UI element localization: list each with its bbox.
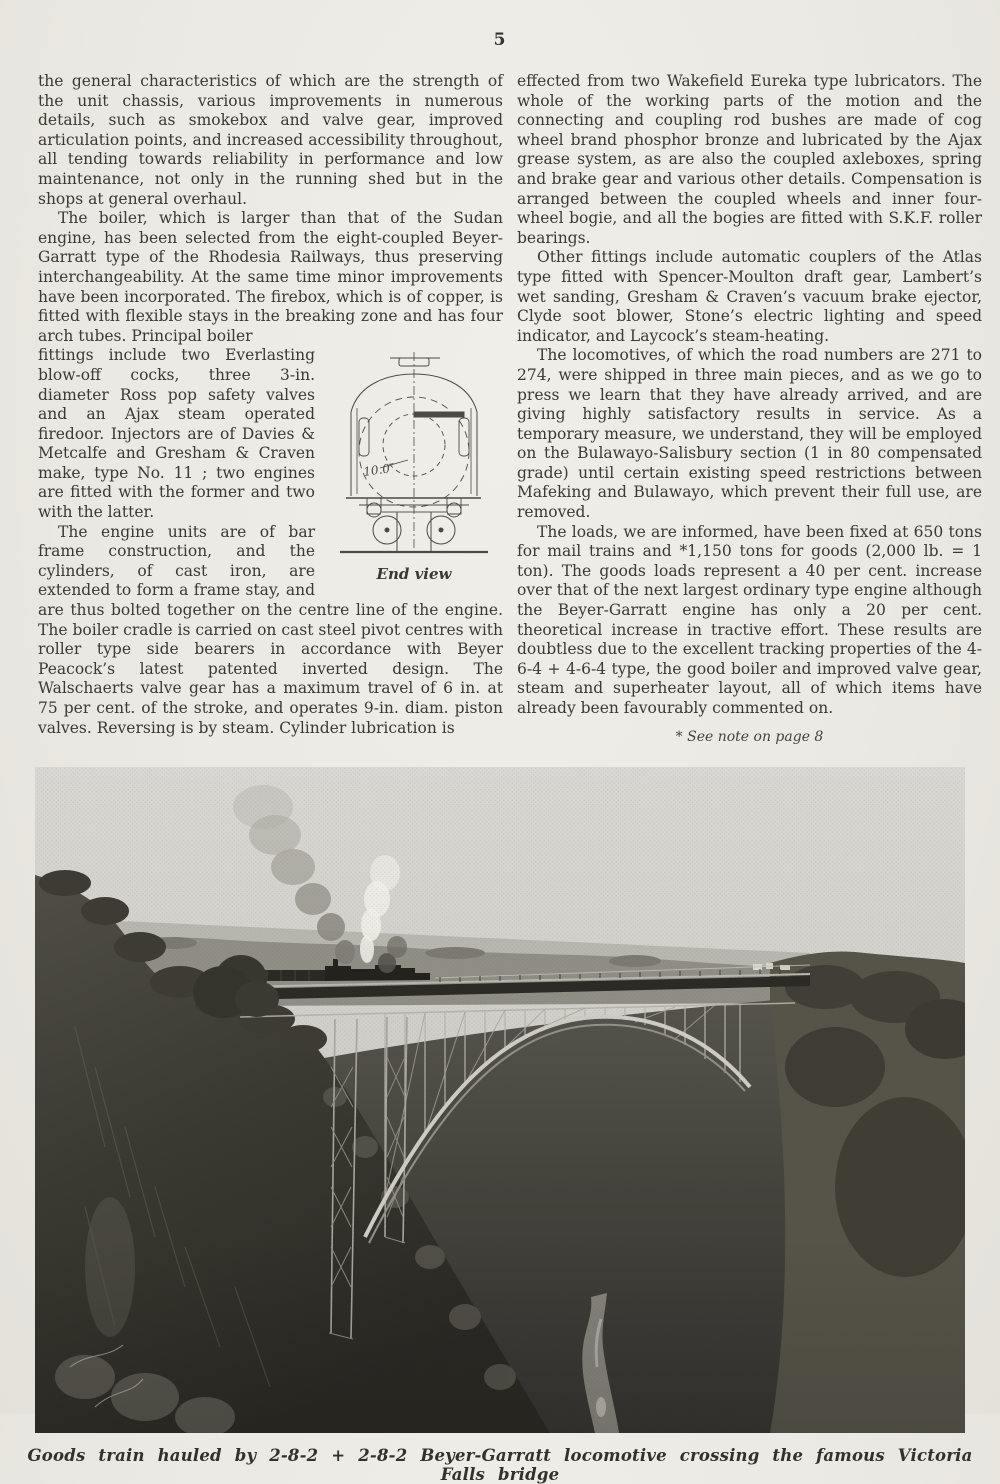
text-columns — [38, 72, 982, 747]
bridge-photo-art — [35, 767, 965, 1433]
footnote: * See note on page 8 — [675, 728, 824, 745]
bridge-photo — [35, 767, 965, 1433]
paragraph: The locomotives, of which the road numbers are 271 to 274, were shipped in three main pieces, and as we go to press we learn that they have already arrived, and are giving highly satisfactory results in service. As a temporary measure, we understand, they will be employed on the Bulawayo-Salisbury section (1 in 80 compensated grade) until certain existing speed restrictions between Mafeking and Bulawayo, which prevent their full use, are removed. — [517, 346, 982, 522]
paragraph: Other fittings include automatic couplers of the Atlas type fitted with Spencer-Moulton draft gear, Lambert’s wet sanding, Gresham & Craven’s vacuum brake ejector, Clyde soot blower, Stone’s electric lighting and speed indicator, and Laycock’s steam-heating. — [517, 248, 982, 345]
paragraph: The loads, we are informed, have been fixed at 650 tons for mail trains and *1,150 tons for goods (2,000 lb. = 1 ton). The goods loads represent a 40 per cent. increase over that of the next largest ordinary type engine although the Beyer-Garratt engine has only a 20 per cent. theoretical increase in tractive effort. These results are doubtless due to the excellent tracking properties of the 4-6-4 + 4-6-4 type, the good boiler and improved valve gear, steam and superheater layout, all of which items have already been favourably commented on. — [517, 522, 982, 717]
dimension-label: 10.0″ — [362, 461, 396, 480]
page-number: 5 — [493, 30, 507, 50]
paragraph: The engine units are of bar frame construction, and the cylinders, of cast iron, are extended to form a frame stay, and are thus bolted together on the centre line of the engine. The boiler cradle is carried on cast steel pivot centres with roller type side bearers in accordance with Beyer Peacock’s latest patented inverted design. The Walschaerts valve gear has a maximum travel of 6 in. at 75 per cent. of the stroke, and operates 9-in. diam. piston valves. Reversing is by steam. Cylinder lubrication is — [38, 522, 503, 737]
left-column — [38, 72, 503, 747]
paragraph: effected from two Wakefield Eureka type lubricators. The whole of the working parts of the motion and the connecting and coupling rod bushes are made of cog wheel brand phosphor bronze and lubricated by the Ajax grease system, as are also the coupled axleboxes, spring and brake gear and various other details. Compensation is arranged between the coupled wheels and inner four-wheel bogie, and all the bogies are fitted with S.K.F. roller bearings. — [517, 72, 982, 247]
paragraph: fittings include two Everlasting blow-off cocks, three 3-in. diameter Ross pop safety valves and an Ajax steam operated firedoor. Injectors are of Davies & Metcalfe and Gresham & Craven make, type No. 11 ; two engines are fitted with the former and two with the latter. — [38, 346, 315, 522]
right-column — [517, 72, 982, 747]
paragraph: the general characteristics of which are the strength of the unit chassis, various improvements in numerous details, such as smokebox and valve gear, improved articulation points, and increased accessibility throughout, all tending towards reliability in performance and low maintenance, not only in the running shed but in the shops at general overhaul. — [38, 72, 503, 208]
figure-caption: End view — [376, 565, 452, 584]
end-view-drawing — [328, 348, 500, 560]
photo-caption: Goods train hauled by 2-8-2 + 2-8-2 Beyer-Garratt locomotive crossing the famous Victoria Falls bridge — [27, 1446, 973, 1484]
paragraph: The boiler, which is larger than that of the Sudan engine, has been selected from the eight-coupled Beyer-Garratt type of the Rhodesia Railways, thus preserving interchangeability. At the same time minor improvements have been incorporated. The firebox, which is of copper, is fitted with flexible stays in the breaking zone and has four arch tubes. Principal boiler — [38, 209, 503, 345]
end-view-figure — [325, 348, 503, 585]
